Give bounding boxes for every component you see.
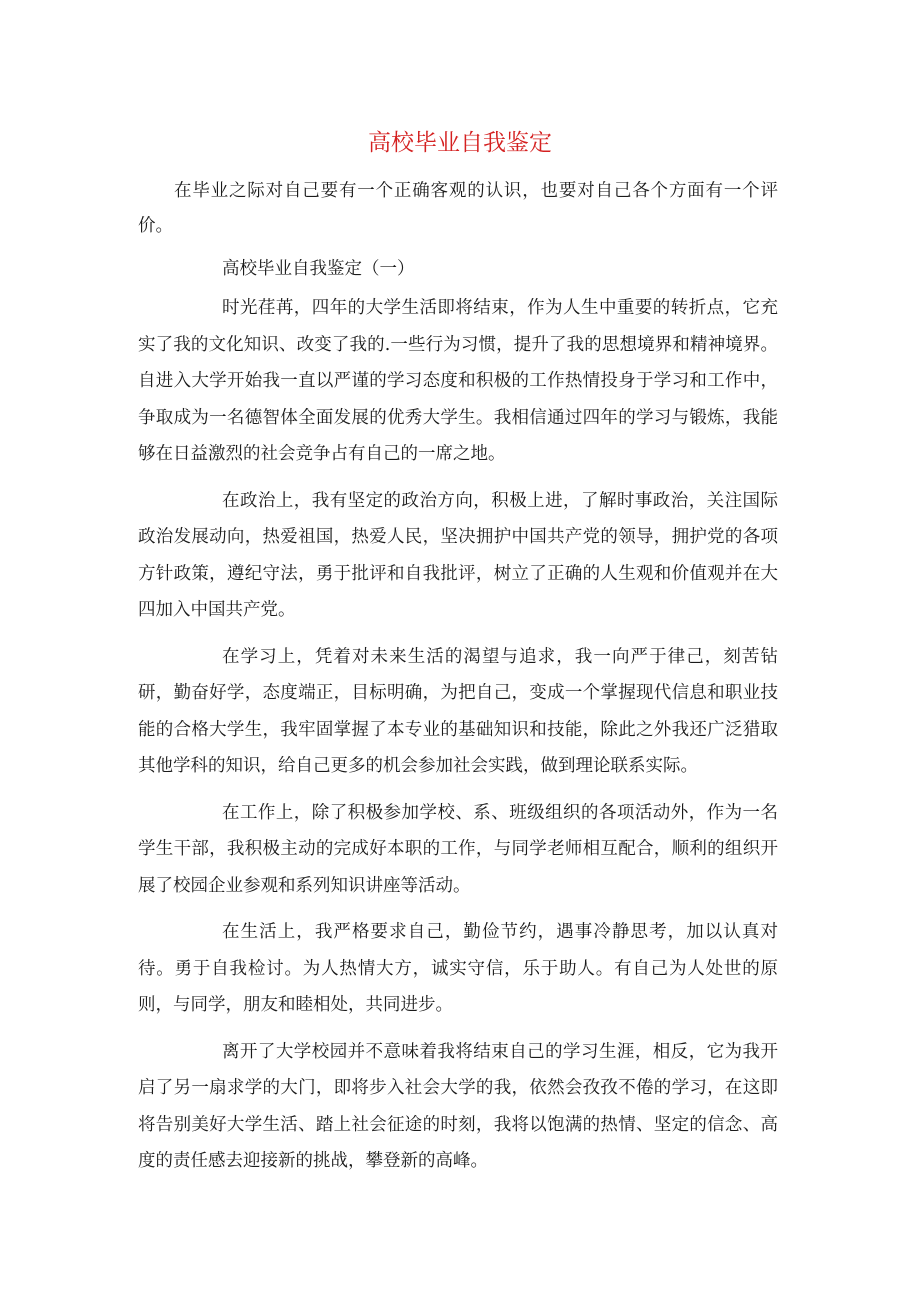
intro-paragraph: 在毕业之际对自己要有一个正确客观的认识，也要对自己各个方面有一个评价。: [138, 181, 778, 236]
paragraph-intro-reflection: 时光荏苒，四年的大学生活即将结束，作为人生中重要的转折点，它充实了我的文化知识、改变了我的.一些行为习惯，提升了我的思想境界和精神境界。自进入大学开始我一直以严谨的学习态度和积极的工作热情投身于学习和工作中，争取成为一名德智体全面发展的优秀大学生。我相信通过四年的学习与锻炼，我能够在日益激烈的社会竞争占有自己的一席之地。: [138, 298, 778, 464]
document-title: 高校毕业自我鉴定: [368, 130, 552, 156]
paragraph-work: 在工作上，除了积极参加学校、系、班级组织的各项活动外，作为一名学生干部，我积极主动的完成好本职的工作，与同学老师相互配合，顺利的组织开展了校园企业参观和系列知识讲座等活动。: [138, 802, 778, 896]
paragraph-life: 在生活上，我严格要求自己，勤俭节约，遇事冷静思考，加以认真对待。勇于自我检讨。为人热情大方，诚实守信，乐于助人。有自己为人处世的原则，与同学，朋友和睦相处，共同进步。: [138, 922, 778, 1015]
document-body: [138, 290, 778, 1190]
paragraph-politics: 在政治上，我有坚定的政治方向，积极上进，了解时事政治，关注国际政治发展动向，热爱祖国，热爱人民，坚决拥护中国共产党的领导，拥护党的各项方针政策，遵纪守法，勇于批评和自我批评，树立了正确的人生观和价值观并在大四加入中国共产党。: [138, 490, 778, 620]
paragraph-study: 在学习上，凭着对未来生活的渴望与追求，我一向严于律己，刻苦钻研，勤奋好学，态度端正，目标明确，为把自己，变成一个掌握现代信息和职业技能的合格大学生，我牢固掌握了本专业的基础知识和技能，除此之外我还广泛猎取其他学科的知识，给自己更多的机会参加社会实践，做到理论联系实际。: [138, 646, 778, 776]
paragraph-conclusion: 离开了大学校园并不意味着我将结束自己的学习生涯，相反，它为我开启了另一扇求学的大门，即将步入社会大学的我，依然会孜孜不倦的学习，在这即将告别美好大学生活、踏上社会征途的时刻，我将以饱满的热情、坚定的信念、高度的责任感去迎接新的挑战，攀登新的高峰。: [138, 1041, 778, 1171]
section-subtitle: 高校毕业自我鉴定（一）: [222, 259, 415, 279]
